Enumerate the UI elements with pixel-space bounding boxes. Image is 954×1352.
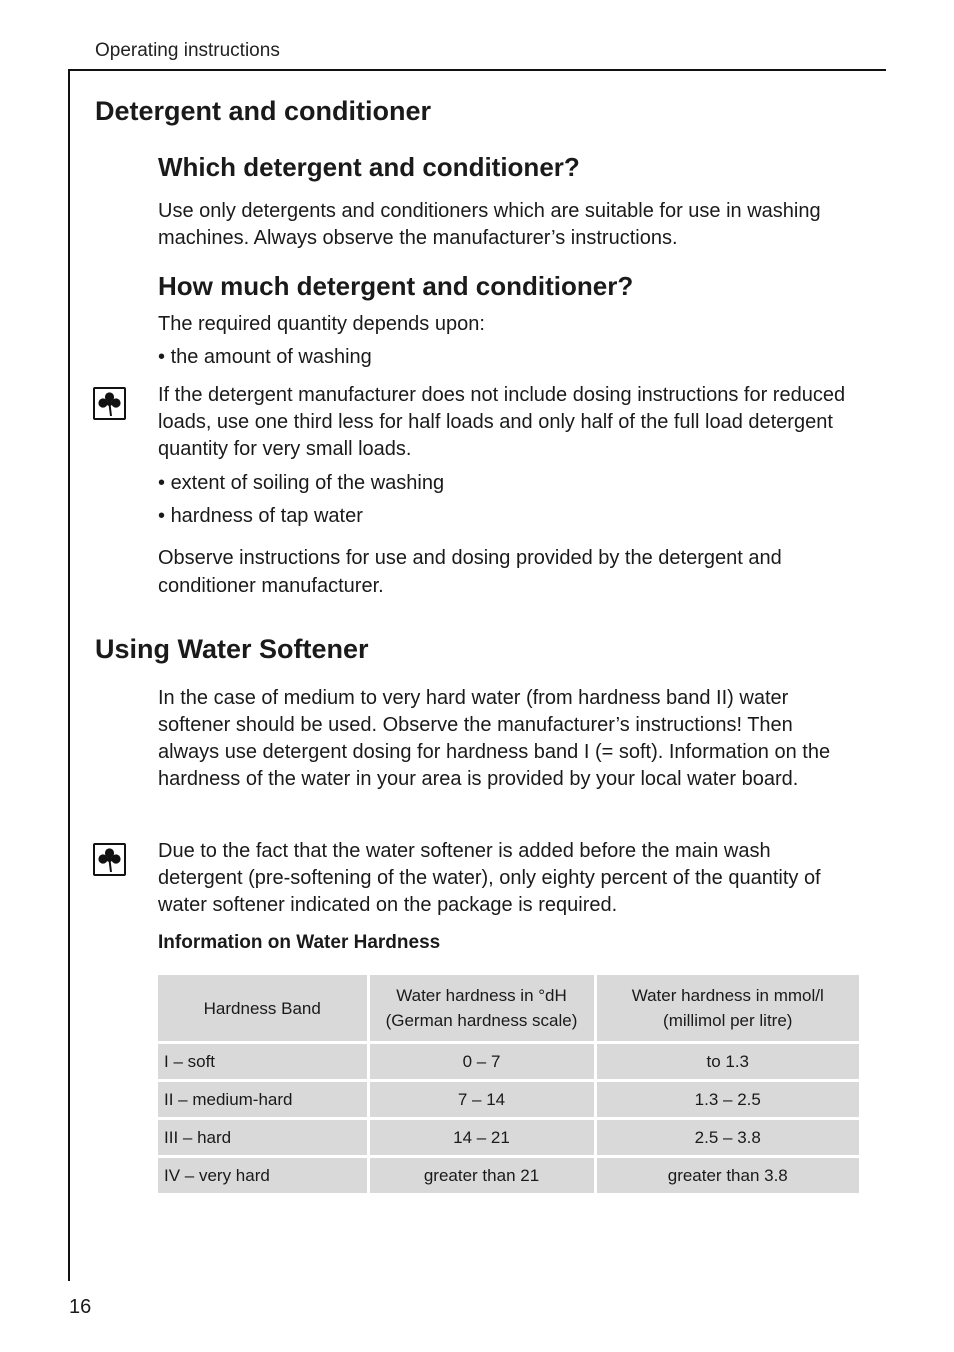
table-row <box>158 1157 859 1194</box>
heading-how-much: How much detergent and conditioner? <box>158 271 634 301</box>
cell-mmol: 1.3 – 2.5 <box>595 1081 859 1119</box>
tip-pre-softening: Due to the fact that the water softener is added before the main wash detergent (pre-softening of the water), only eighty percent of the quantity of water softener indicated on the package is required. <box>158 840 821 916</box>
tip-reduced-loads: If the detergent manufacturer does not include dosing instructions for reduced loads, use one third less for half loads and only half of the full load detergent quantity for very small loads. <box>158 384 846 460</box>
clover-icon <box>93 843 126 876</box>
cell-band: II – medium-hard <box>158 1081 368 1119</box>
clover-icon <box>93 387 126 420</box>
column-header-mmol: Water hardness in mmol/l (millimol per litre) <box>595 975 859 1043</box>
cell-dh: 7 – 14 <box>368 1081 595 1119</box>
column-header-hardness-band: Hardness Band <box>158 975 368 1043</box>
section-title-water-softener: Using Water Softener <box>95 634 369 664</box>
paragraph-quantity-intro: The required quantity depends upon: <box>158 313 485 335</box>
margin-rule <box>68 69 70 1281</box>
table-row <box>158 1081 859 1119</box>
paragraph-water-softener: In the case of medium to very hard water (from hardness band II) water softener should be used. Observe the manufacturer’s instructions! Then always use detergent dosing for hardness band I (= soft). Information on the hardness of the water in your area is provided by your local water board. <box>158 687 831 790</box>
paragraph-which-detergent: Use only detergents and conditioners which are suitable for use in washing machines. Always observe the manufacturer’s instructions. <box>158 200 821 249</box>
running-header: Operating instructions <box>95 40 280 61</box>
table-header-row <box>158 975 859 1043</box>
cell-band: IV – very hard <box>158 1157 368 1194</box>
cell-dh: 14 – 21 <box>368 1119 595 1157</box>
section-title-detergent: Detergent and conditioner <box>95 96 432 126</box>
heading-which-detergent: Which detergent and conditioner? <box>158 152 580 182</box>
page-number: 16 <box>69 1296 92 1318</box>
cell-mmol: to 1.3 <box>595 1043 859 1081</box>
cell-mmol: greater than 3.8 <box>595 1157 859 1194</box>
table-row <box>158 1043 859 1081</box>
paragraph-observe-instructions: Observe instructions for use and dosing provided by the detergent and conditioner manufacturer. <box>158 547 782 597</box>
bullet-tap-water: • hardness of tap water <box>158 503 363 530</box>
bullet-soiling: • extent of soiling of the washing <box>158 470 444 497</box>
cell-mmol: 2.5 – 3.8 <box>595 1119 859 1157</box>
cell-band: I – soft <box>158 1043 368 1081</box>
water-hardness-table <box>158 975 859 1193</box>
header-rule <box>68 69 886 71</box>
table-row <box>158 1119 859 1157</box>
column-header-dh: Water hardness in °dH (German hardness scale) <box>368 975 595 1043</box>
table-title: Information on Water Hardness <box>158 932 441 953</box>
cell-dh: 0 – 7 <box>368 1043 595 1081</box>
cell-band: III – hard <box>158 1119 368 1157</box>
cell-dh: greater than 21 <box>368 1157 595 1194</box>
bullet-amount-of-washing: • the amount of washing <box>158 344 372 371</box>
